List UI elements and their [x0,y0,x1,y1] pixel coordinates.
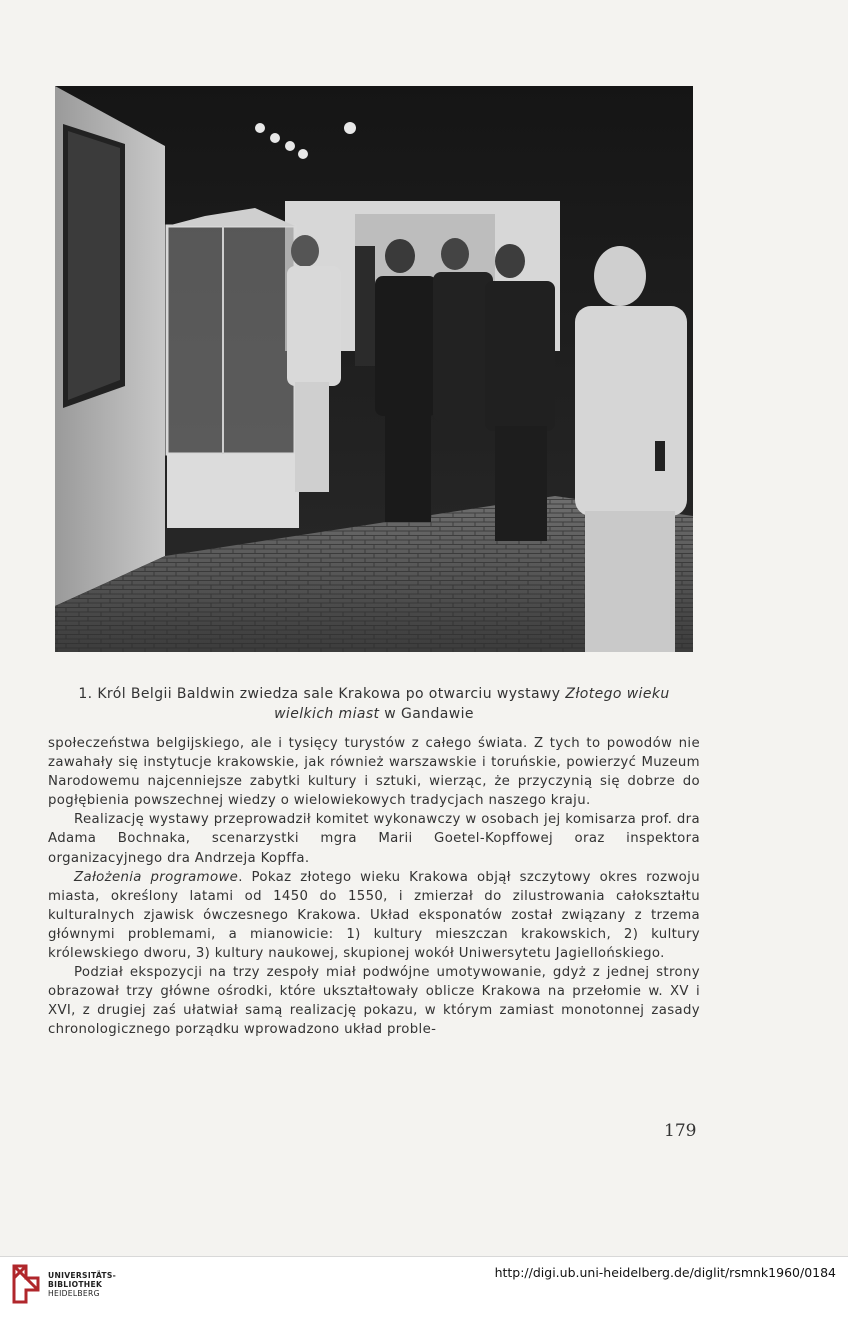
page-number: 179 [664,1121,697,1141]
library-name-line3: HEIDELBERG [48,1289,100,1299]
paragraph [48,868,700,963]
exhibition-photograph [55,86,693,652]
library-name-line2: BIBLIOTHEK [48,1280,103,1290]
library-name [48,1271,116,1299]
caption-exhibition-title: Złotego wieku wielkich miast [274,686,670,722]
university-library-logo-icon [10,1262,42,1308]
permalink-url[interactable]: http://digi.ub.uni-heidelberg.de/diglit/rsmnk1960/0184 [494,1265,836,1280]
paragraph: społeczeństwa belgijskiego, ale i tysięcy turystów z całego świata. Z tych to powodów nie zawahały się instytucje krakowskie, jak również warszawskie i toruńskie, powierzyć Muzeum Narodowemu najcenniejsze zabytki kultury i sztuki, wierząc, że przyczynią się dobrze do pogłębienia powszechnej wiedzy o wielowiekowych tradycjach naszego kraju. [48,736,700,809]
paragraph: Realizację wystawy przeprowadził komitet wykonawczy w osobach jej komisarza prof. dra Adama Bochnaka, scenarzystki mgra Marii Goetel-Kopffowej oraz inspektora organizacyjnego dra Andrzeja Kopffa. [48,812,700,866]
caption-location: w Gandawie [379,706,474,722]
figure-caption [48,684,700,724]
paragraph-text: . Pokaz złotego wieku Krakowa objął szczytowy okres rozwoju miasta, określony latami od 1450 do 1550, i zmierzał do zilustrowania całokształtu kulturalnych zjawisk ówczesnego Krakowa. Układ eksponatów został związany z trzema głównymi problemami, a mianowicie: 1) kultury mieszczan krakowskich, 2) kultury królewskiego dworu, 3) kultury naukowej, skupionej wokół Uniwersytetu Jagiellońskiego. [48,869,700,962]
article-body [48,734,700,1040]
photo-illustration [55,86,693,652]
paragraph: Podział ekspozycji na trzy zespoły miał podwójne umotywowanie, gdyż z jednej strony obrazował trzy główne ośrodki, które ukształtowały oblicze Krakowa na przełomie w. XV i XVI, z drugiej zaś ułatwiał samą realizację pokazu, w którym zamiast monotonnej zasady chronologicznego porządku wprowadzono układ proble- [48,965,700,1038]
caption-text: 1. Król Belgii Baldwin zwiedza sale Krakowa po otwarciu wystawy [78,686,566,702]
library-name-line1: UNIVERSITÄTS- [48,1271,117,1280]
paragraph-lead-italic: Założenia programowe [74,869,239,885]
